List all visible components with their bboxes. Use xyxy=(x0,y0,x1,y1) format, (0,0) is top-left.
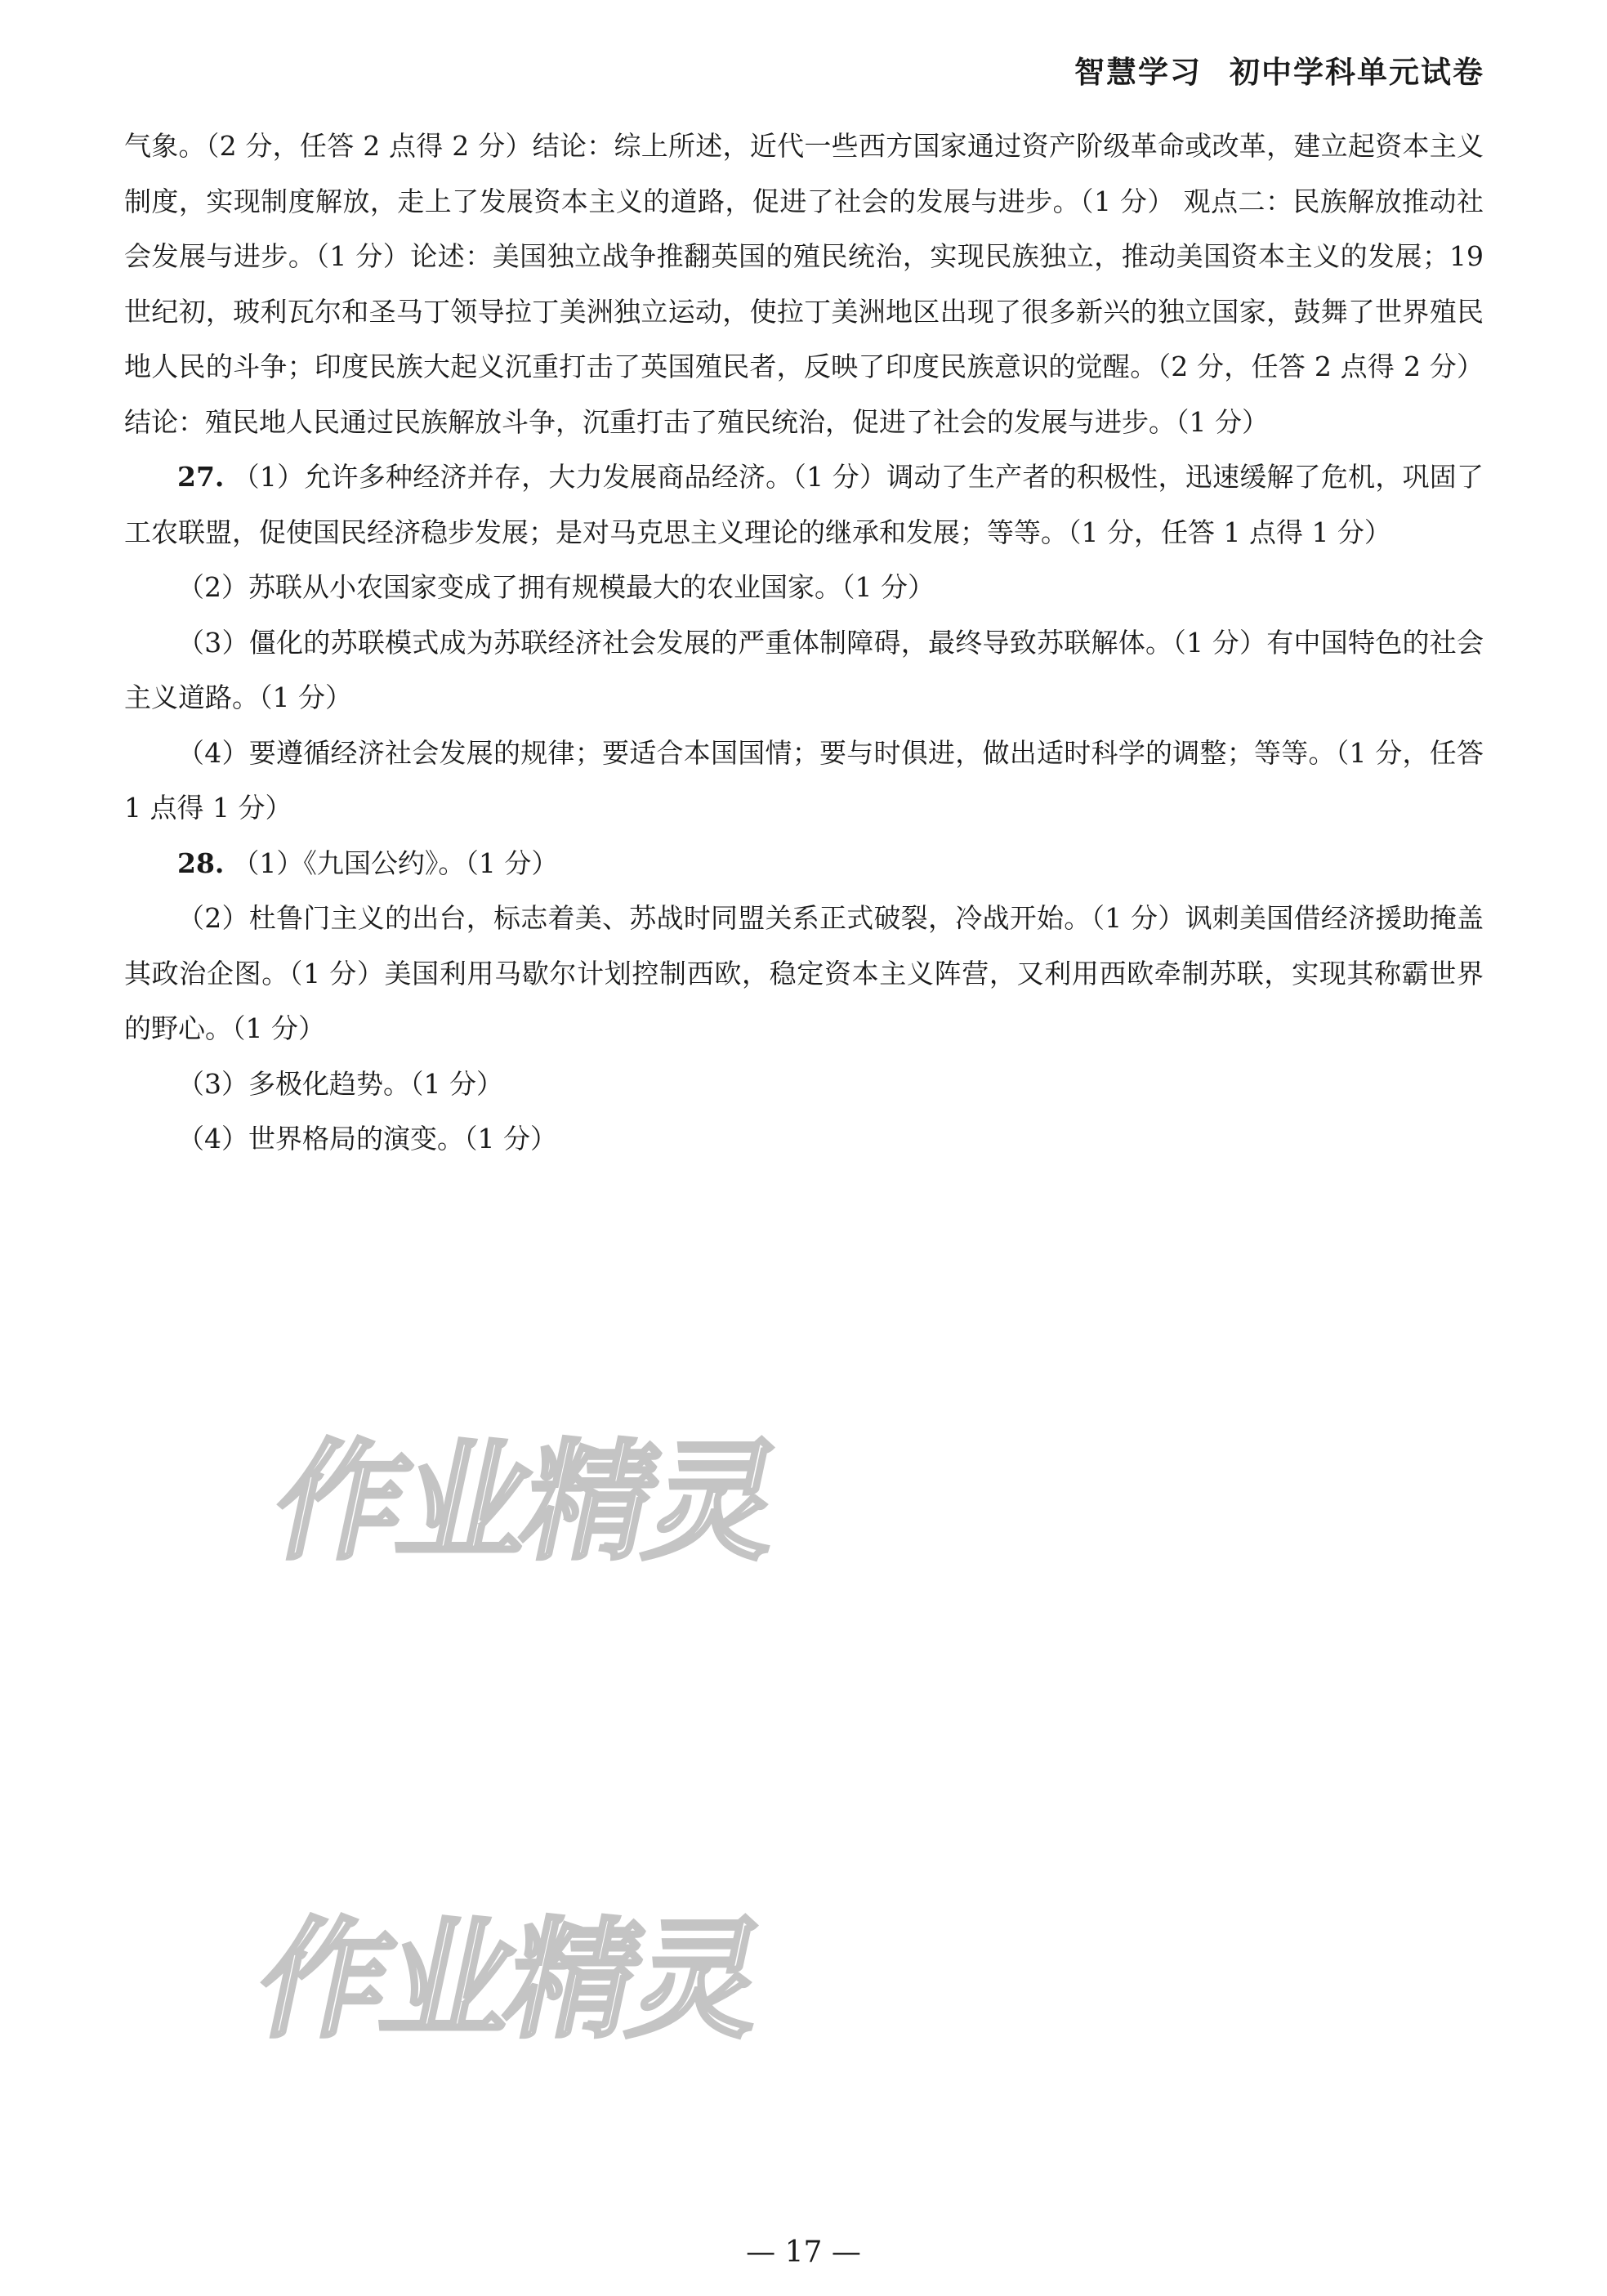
question-28-part-4: （4）世界格局的演变。（1 分） xyxy=(177,1123,557,1155)
question-number-28: 28. xyxy=(177,846,225,879)
answer-content xyxy=(124,118,1484,1167)
question-27-part-2: （2）苏联从小农国家变成了拥有规模最大的农业国家。（1 分） xyxy=(177,571,935,603)
question-28-part-1 xyxy=(124,836,1484,891)
question-27-part-1-text: （1）允许多种经济并存，大力发展商品经济。（1 分）调动了生产者的积极性，迅速缓解了危机，巩固了工农联盟，促使国民经济稳步发展；是对马克思主义理论的继承和发展；等等。（1 分，任答 1 点得 1 分） xyxy=(124,461,1484,548)
watermark-logo: 作业精灵 xyxy=(261,1427,791,1578)
question-27-part-4: （4）要遵循经济社会发展的规律；要适合本国国情；要与时俱进，做出适时科学的调整；等等。（1 分，任答 1 点得 1 分） xyxy=(124,736,1484,824)
header-series: 智慧学习 xyxy=(1074,54,1202,90)
question-28-part-2: （2）杜鲁门主义的出台，标志着美、苏战时同盟关系正式破裂，冷战开始。（1 分）讽刺美国借经济援助掩盖其政治企图。（1 分）美国利用马歇尔计划控制西欧，稳定资本主义阵营，又利用西欧牵制苏联，实现其称霸世界的野心。（1 分） xyxy=(124,902,1484,1044)
question-number-27: 27. xyxy=(177,461,225,493)
question-28-part-1-text: （1）《九国公约》。（1 分） xyxy=(232,846,559,879)
header-title: 初中学科单元试卷 xyxy=(1230,54,1484,90)
watermark-logo: 作业精灵 xyxy=(245,1905,774,2056)
page-number: — 17 — xyxy=(746,2236,861,2269)
answer-paragraph-continued: 气象。（2 分，任答 2 点得 2 分）结论：综上所述，近代一些西方国家通过资产阶级革命或改革，建立起资本主义制度，实现制度解放，走上了发展资本主义的道路，促进了社会的发展与进步。（1 分） 观点二：民族解放推动社会发展与进步。（1 分）论述：美国独立战争推翻英国的殖民统治，实现民族独立，推动美国资本主义的发展；19 世纪初，玻利瓦尔和圣马丁领导拉丁美洲独立运动，使拉丁美洲地区出现了很多新兴的独立国家，鼓舞了世界殖民地人民的斗争；印度民族大起义沉重打击了英国殖民者，反映了印度民族意识的觉醒。（2 分，任答 2 点得 2 分）结论：殖民地人民通过民族解放斗争，沉重打击了殖民统治，促进了社会的发展与进步。（1 分） xyxy=(124,130,1484,438)
question-27-part-1 xyxy=(124,449,1484,560)
page-header xyxy=(1074,47,1484,92)
question-28-part-3: （3）多极化趋势。（1 分） xyxy=(177,1067,503,1100)
question-27-part-3: （3）僵化的苏联模式成为苏联经济社会发展的严重体制障碍，最终导致苏联解体。（1 分）有中国特色的社会主义道路。（1 分） xyxy=(124,626,1484,713)
